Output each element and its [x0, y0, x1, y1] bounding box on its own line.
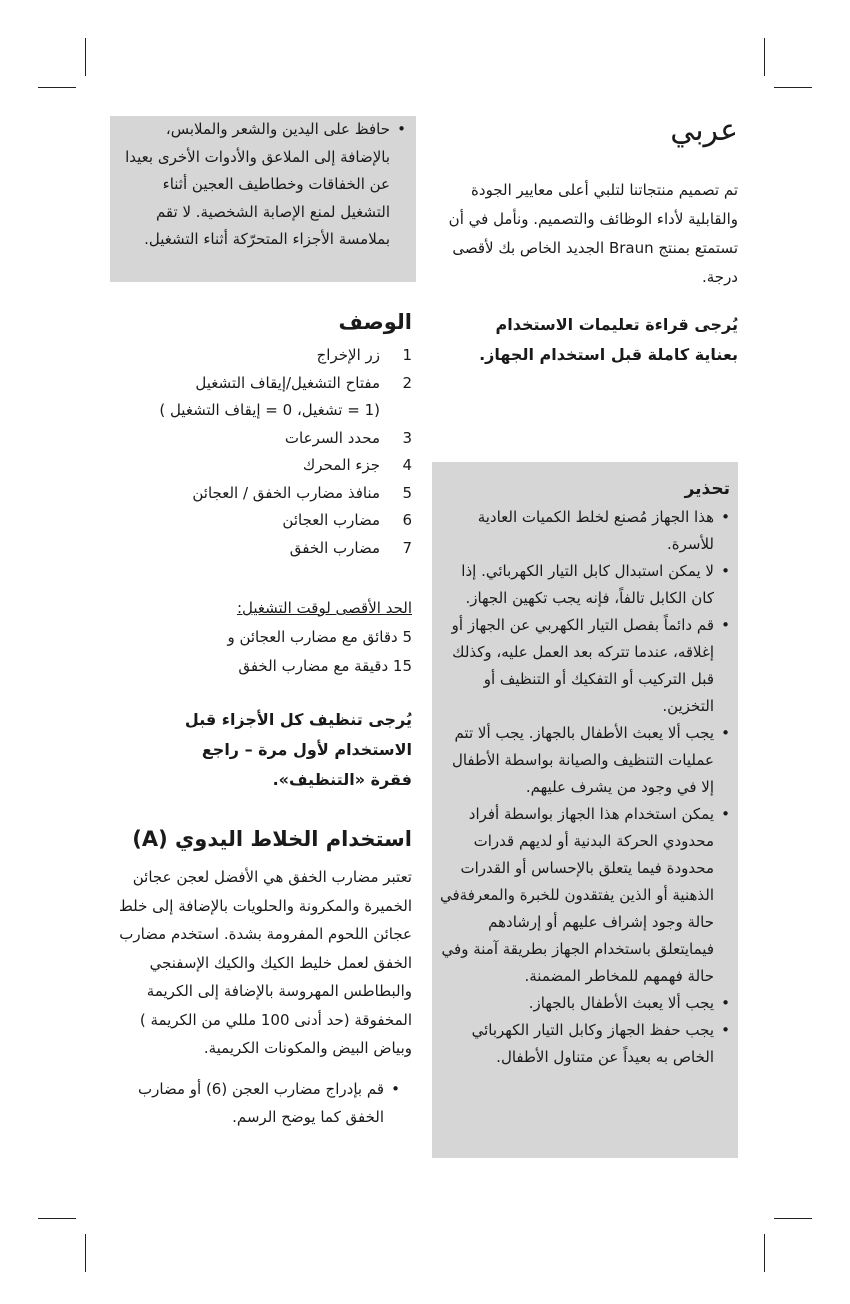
- safety-note: • حافظ على اليدين والشعر والملابس، بالإضافة إلى الملاعق والأدوات الأخرى بعيدا عن الخفاقات وخطاطيف العجين أثناء التشغيل لمنع الإصابة الشخصية. لا تقم بملامسة الأجزاء المتحرّكة أثناء التشغيل.: [120, 116, 406, 254]
- item-number: 2: [402, 373, 412, 392]
- crop-mark: [38, 87, 76, 88]
- warning-item: • هذا الجهاز مُصنع لخلط الكميات العادية للأسرة.: [440, 504, 730, 558]
- warning-title: تحذير: [684, 479, 730, 499]
- hand-mixer-step: • قم بإدراج مضارب العجن (6) أو مضارب الخفق كما يوضح الرسم.: [110, 1075, 400, 1131]
- description-item: [110, 425, 412, 453]
- crop-mark: [85, 1234, 86, 1272]
- item-number: 7: [402, 538, 412, 557]
- warning-item: • قم دائماً بفصل التيار الكهربي عن الجهاز أو إغلاقه، عندما تتركه بعد العمل عليه، وكذلك قبل التركيب أو التفكيك أو التنظيف أو التخزين.: [440, 612, 730, 720]
- warning-item: • يجب حفظ الجهاز وكابل التيار الكهربائي الخاص به بعيداً عن متناول الأطفال.: [440, 1017, 730, 1071]
- item-text: مضارب الخفق: [289, 538, 380, 557]
- warning-item: • يمكن استخدام هذا الجهاز بواسطة أفراد محدودي الحركة البدنية أو لديهم قدرات محدودة فيما يتعلق بالإحساس أو القدرات الذهنية أو الذين يفتقدون للخبرة والمعرفةفي حالة وجود إشراف عليهم أو إرشادهم فيمايتعلق باستخدام الجهاز بطريقة آمنة وفي حالة فهمهم للمخاطر المضمنة.: [440, 801, 730, 990]
- warning-box: [432, 462, 738, 1158]
- right-column: [432, 108, 738, 370]
- description-item: [110, 452, 412, 480]
- hand-mixer-title: استخدام الخلاط اليدوي (A): [132, 827, 412, 851]
- warning-item: • لا يمكن استبدال كابل التيار الكهربائي. إذا كان الكابل تالفاً، فإنه يجب تكهين الجهاز.: [440, 558, 730, 612]
- description-item: [110, 342, 412, 370]
- warning-item: • يجب ألا يعبث الأطفال بالجهاز.: [440, 990, 730, 1017]
- description-item: [110, 535, 412, 563]
- item-text: محدد السرعات: [284, 428, 380, 447]
- hand-mixer-steps: [110, 1075, 412, 1131]
- description-item: [110, 370, 412, 398]
- crop-mark: [38, 1218, 76, 1219]
- item-text: منافذ مضارب الخفق / العجائن: [192, 483, 380, 502]
- crop-mark: [774, 1218, 812, 1219]
- item-number: 3: [402, 428, 412, 447]
- item-subtext: (1 = تشغيل، 0 = إيقاف التشغيل ): [159, 401, 380, 419]
- item-number: 4: [402, 456, 412, 474]
- item-text: زر الإخراج: [316, 346, 380, 364]
- crop-mark: [85, 38, 86, 76]
- item-text: جزء المحرك: [302, 456, 380, 474]
- read-instructions-note: يُرجى قراءة تعليمات الاستخدام بعناية كاملة قبل استخدام الجهاز.: [479, 315, 738, 364]
- crop-mark: [764, 38, 765, 76]
- crop-mark: [774, 87, 812, 88]
- safety-note-box: [110, 116, 416, 282]
- crop-mark: [764, 1234, 765, 1272]
- left-column: [110, 306, 412, 1131]
- description-title: الوصف: [338, 310, 412, 334]
- hand-mixer-body: تعتبر مضارب الخفق هي الأفضل لعجن عجائن الخميرة والمكرونة والحلويات بالإضافة إلى خلط عجائن اللحوم المفرومة بشدة. استخدم مضارب الخفق لعمل خليط الكيك والكيك الإسفنجي والبطاطس المهروسة بالإضافة إلى الكريمة المخفوقة (حد أدنى 100 مللي من الكريمة ) وبياض البيض والمكونات الكريمية.: [118, 868, 412, 1057]
- item-text: مضارب العجائن: [282, 511, 380, 529]
- intro-paragraph: تم تصميم منتجاتنا لتلبي أعلى معايير الجودة والقابلية لأداء الوظائف والتصميم. ونأمل في أن تستمتع بمنتج Braun الجديد الخاص بك لأقصى درجة.: [448, 181, 738, 286]
- max-time-block: [110, 594, 412, 681]
- warning-list: [440, 504, 730, 1071]
- item-text: مفتاح التشغيل/إيقاف التشغيل: [195, 373, 380, 392]
- clean-before-use-note: يُرجى تنظيف كل الأجزاء قبل الاستخدام لأول مرة – راجع فقرة «التنظيف».: [184, 710, 412, 789]
- description-subitem: [110, 397, 412, 425]
- description-list: [110, 342, 412, 562]
- max-time-line: 5 دقائق مع مضارب العجائن و: [227, 628, 412, 646]
- item-number: 1: [402, 346, 412, 364]
- safety-note-list: [120, 116, 406, 254]
- description-item: [110, 507, 412, 535]
- description-item: [110, 480, 412, 508]
- max-time-heading: الحد الأقصى لوقت التشغيل:: [236, 599, 412, 617]
- max-time-line: 15 دقيقة مع مضارب الخفق: [238, 657, 412, 675]
- language-heading: عربي: [670, 113, 738, 148]
- item-number: 5: [402, 483, 412, 502]
- item-number: 6: [402, 511, 412, 529]
- warning-item: • يجب ألا يعبث الأطفال بالجهاز. يجب ألا تتم عمليات التنظيف والصيانة بواسطة الأطفال إلا في وجود من يشرف عليهم.: [440, 720, 730, 801]
